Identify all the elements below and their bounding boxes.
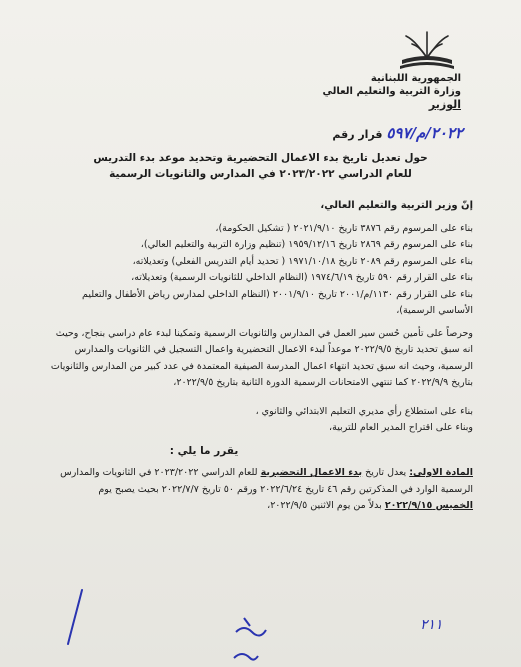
whereas-line: الرسمية، وحيث انه سبق تحديد انتهاء اعمال المدرسة الصيفية المعتمدة في عدد كبير من المدارس والثانويات <box>50 360 473 372</box>
subject-line-2: للعام الدراسي ٢٠٢٣/٢٠٢٢ في المدارس والثانويات الرسمية <box>109 168 412 180</box>
based-on-line: بناء على المرسوم رقم ٣٨٧٦ تاريخ ٢٠٢١/٩/١٠ ( تشكيل الحكومة)، <box>215 222 473 234</box>
consultation-line: وبناء على اقتراح المدير العام للتربية، <box>329 422 473 433</box>
decision-number-label: قرار رقم <box>332 128 383 141</box>
based-on-line: الأساسي الرسمية)، <box>396 305 473 316</box>
whereas-line: وحرصاً على تأمين حُسن سير العمل في المدارس والثانويات الرسمية وتمكينا لبدء عام دراسي بنجاح، وحيث <box>55 327 473 339</box>
opening-line: إنّ وزير التربية والتعليم العالي، <box>320 200 473 211</box>
decision-subject <box>40 150 481 182</box>
whereas-line: انه سبق تحديد تاريخ ٢٠٢٢/٩/٥ موعداً لبدء الاعمال التحضيرية واعمال التسجيل في الثانويات والمدارس <box>74 344 473 355</box>
decides-heading: يقرر ما يلي : <box>169 444 239 457</box>
article-1-line-3 <box>25 498 473 515</box>
consultation-line: بناء على استطلاع رأي مديري التعليم الابتدائي والثانوي ، <box>255 405 473 417</box>
decision-number <box>33 124 463 142</box>
based-on-line: بناء على القرار رقم ٥٩٠ تاريخ ١٩٧٤/٦/١٩ (النظام الداخلي للثانويات الرسمية) وتعديلاته، <box>131 272 473 283</box>
decision-body <box>25 198 473 515</box>
republic-name: الجمهورية اللبنانية <box>370 73 461 84</box>
ministry-logo-icon <box>396 28 458 72</box>
article-1-emphasis: بدء الاعمال التحضيرية <box>260 467 363 478</box>
whereas-line: بتاريخ ٢٠٢٢/٩/٩ كما تنتهي الامتحانات الرسمية الدورة الثانية بتاريخ ٢٠٢٢/٩/٥، <box>173 377 473 388</box>
article-1-label: المادة الاولى: <box>409 467 473 478</box>
margin-note: ٢١١ <box>420 617 443 633</box>
minister-title: الوزير <box>428 98 461 111</box>
article-1-post: للعام الدراسي ٢٠٢٣/٢٠٢٢ في الثانويات والمدارس <box>60 467 258 478</box>
ministry-name: وزارة التربية والتعليم العالي <box>322 86 461 97</box>
based-on-line: بناء على القرار رقم ١١٣٠/م/٢٠٠١ تاريخ ٢٠٠١/٩/١٠ (النظام الداخلي لمدارس رياض الأطفال والتعليم <box>82 288 473 300</box>
based-on-line: بناء على المرسوم رقم ٢٠٨٩ تاريخ ١٩٧١/١٠/١٨ ( تحديد أيام التدريس الفعلي) وتعديلاته، <box>132 255 473 267</box>
new-start-date: الخميس ٢٠٢٢/٩/١٥ <box>384 500 473 511</box>
article-1-line-2: الرسمية الوارد في المذكرتين رقم ٤٦ تاريخ ٢٠٢٢/٦/٢٤ ورقم ٥٠ تاريخ ٢٠٢٢/٧/٧ بحيث يصبح يوم <box>98 483 473 495</box>
letterhead <box>281 72 461 111</box>
handwritten-initials-icon <box>230 612 270 652</box>
article-1-pre: يعدل تاريخ <box>365 467 407 478</box>
handwritten-stroke-icon <box>60 588 90 648</box>
based-on-line: بناء على المرسوم رقم ٢٨٦٩ تاريخ ١٩٥٩/١٢/١٦ (تنظيم وزارة التربية والتعليم العالي)، <box>140 239 473 250</box>
article-1-line-1 <box>25 465 473 482</box>
article-1-rest: بدلاً من يوم الاثنين ٢٠٢٢/٩/٥، <box>267 500 382 511</box>
decision-number-handwritten: ٢٠٢٢/م/٥٩٧ <box>386 124 463 142</box>
subject-line-1: حول تعديل تاريخ بدء الاعمال التحضيرية وتحديد موعد بدء التدريس <box>93 152 428 164</box>
handwritten-mark-icon <box>230 648 260 666</box>
